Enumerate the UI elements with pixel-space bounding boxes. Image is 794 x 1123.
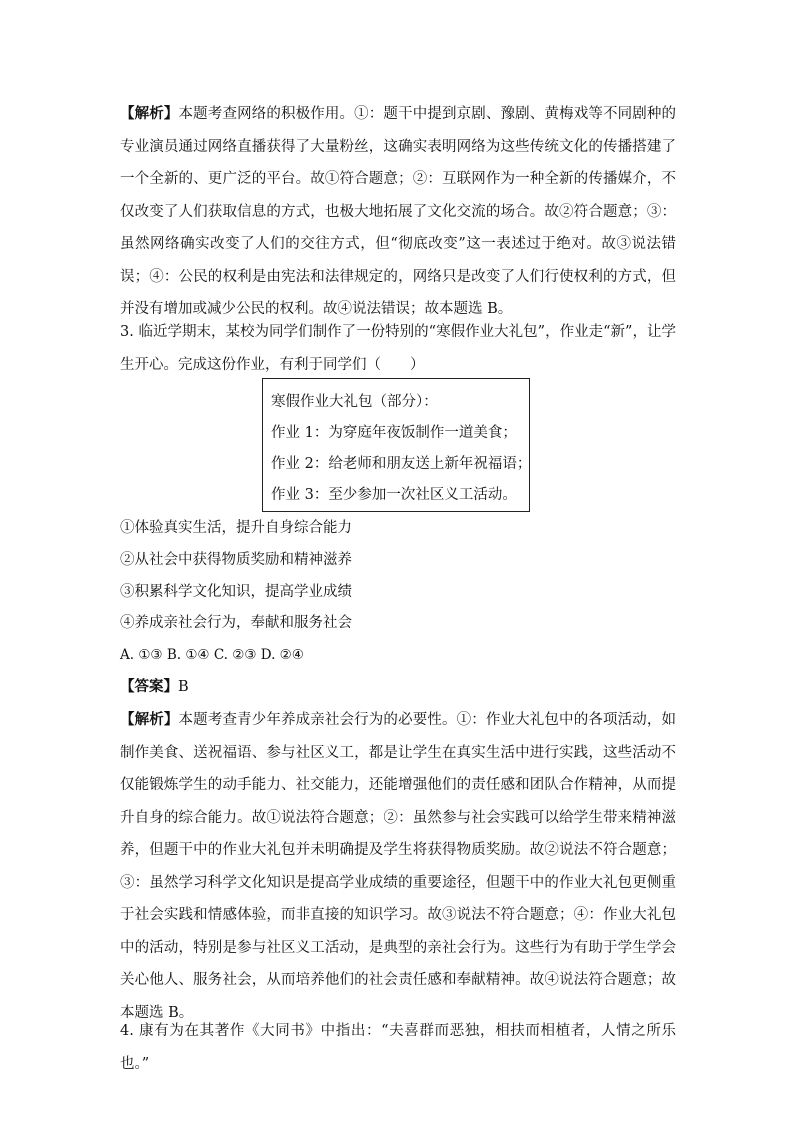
statement-4: ④养成亲社会行为，奉献和服务社会 — [120, 615, 352, 631]
homework-package-box — [262, 378, 530, 512]
analysis-text: 本题考查网络的积极作用。①：题干中提到京剧、豫剧、黄梅戏等不同剧种的专业演员通过网络直播获得了大量粉丝，这确实表明网络为这些传统文化的传播搭建了一个全新的、更广泛的平台。故①符合题意；②：互联网作为一种全新的传播媒介，不仅改变了人们获取信息的方式，也极大地拓展了文化交流的场合。故②符合题意；③：虽然网络确实改变了人们的交往方式，但“彻底改变”这一表述过于绝对。故③说法错误；④：公民的权利是由宪法和法律规定的，网络只是改变了人们行使权利的方式，但并没有增加或减少公民的权利。故④说法错误；故本题选 B。 — [120, 106, 677, 317]
box-item: 作业 3：至少参加一次社区义工活动。 — [271, 487, 517, 503]
analysis-tag: 【解析】 — [120, 105, 179, 122]
statement-3: ③积累科学文化知识，提高学业成绩 — [120, 584, 352, 600]
box-item: 作业 1：为穿庭年夜饭制作一道美食； — [271, 425, 517, 441]
question-4-stem: 4. 康有为在其著作《大同书》中指出：“夫喜群而恶独，相扶而相植者，人情之所乐也。” — [120, 1023, 676, 1072]
answer-tag: 【答案】 — [120, 678, 178, 695]
analysis-text: 本题考查青少年养成亲社会行为的必要性。①：作业大礼包中的各项活动，如制作美食、送祝福语、参与社区义工，都是让学生在真实生活中进行实践，这些活动不仅能锻炼学生的动手能力、社交能力，还能增强他们的责任感和团队合作精神，从而提升自身的综合能力。故①说法符合题意；②：虽然参与社会实践可以给学生带来精神滋养，但题干中的作业大礼包并未明确提及学生将获得物质奖励。故②说法不符合题意；③：虽然学习科学文化知识是提高学业成绩的重要途径，但题干中的作业大礼包更侧重于社会实践和情感体验，而非直接的知识学习。故③说法不符合题意；④：作业大礼包中的活动，特别是参与社区义工活动，是典型的亲社会行为。这些行为有助于学生学会关心他人、服务社会，从而培养他们的社会责任感和奉献精神。故④说法符合题意；故本题选 B。 — [120, 712, 677, 1021]
statement-1: ①体验真实生活，提升自身综合能力 — [120, 520, 352, 536]
answer-options: A. ①③ B. ①④ C. ②③ D. ②④ — [120, 647, 304, 663]
box-title: 寒假作业大礼包（部分）： — [271, 394, 438, 410]
analysis-tag: 【解析】 — [120, 711, 179, 728]
question-3-stem: 3. 临近学期末，某校为同学们制作了一份特别的“寒假作业大礼包”，作业走“新”，让学生开心。完成这份作业，有利于同学们（ ） — [120, 324, 676, 373]
analysis-q3 — [120, 704, 676, 1029]
box-item: 作业 2：给老师和朋友送上新年祝福语； — [271, 456, 532, 472]
analysis-q2 — [120, 98, 676, 326]
answer-line — [120, 677, 189, 697]
answer-value: B — [178, 679, 189, 695]
statement-2: ②从社会中获得物质奖励和精神滋养 — [120, 552, 352, 568]
